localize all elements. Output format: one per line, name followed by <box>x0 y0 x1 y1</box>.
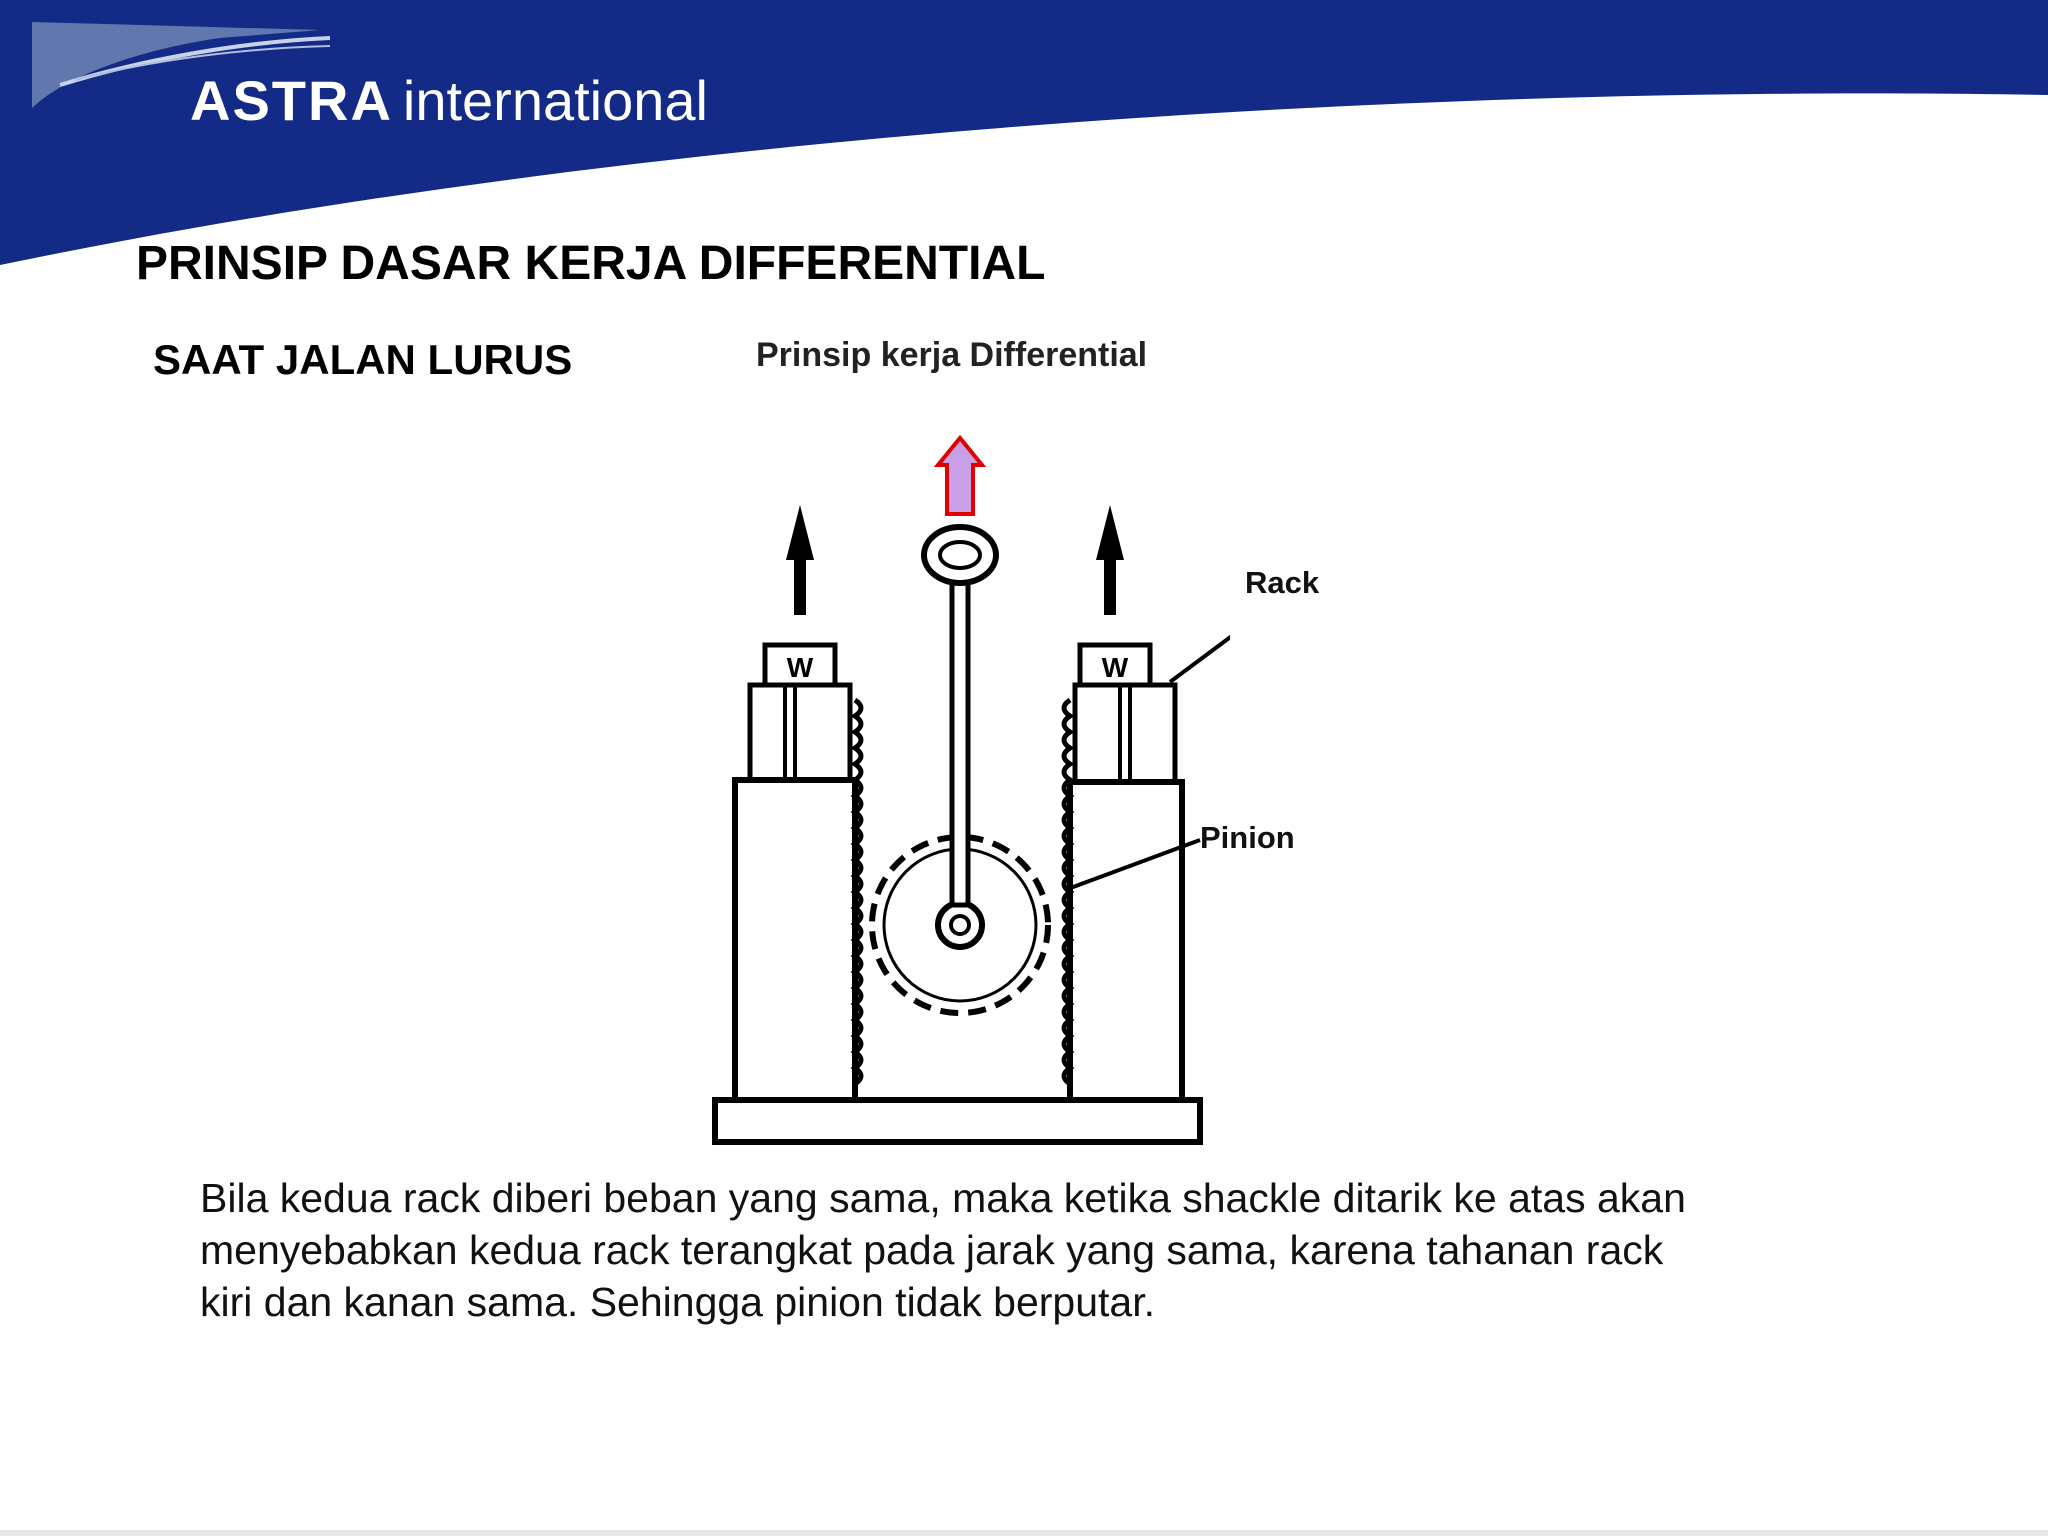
body-line: kiri dan kanan sama. Sehingga pinion tidak berputar. <box>200 1279 1156 1325</box>
pull-arrow-icon <box>938 438 982 514</box>
footer-divider <box>0 1530 2048 1536</box>
left-block <box>735 780 855 1100</box>
rack-leader-line <box>1170 615 1230 682</box>
left-weight-label: W <box>786 652 814 683</box>
left-rack <box>750 685 850 780</box>
right-rack <box>1075 685 1175 782</box>
rack-label: Rack <box>1245 565 1320 600</box>
section-heading: SAAT JALAN LURUS <box>153 336 573 383</box>
right-weight-label: W <box>1101 652 1129 683</box>
page-title: PRINSIP DASAR KERJA DIFFERENTIAL <box>136 237 1046 290</box>
left-up-arrow-icon <box>786 505 814 615</box>
brand-name-bold: ASTRA <box>190 69 393 132</box>
brand-logo-text <box>190 68 708 133</box>
body-paragraph <box>200 1172 1840 1328</box>
body-line: Bila kedua rack diberi beban yang sama, maka ketika shackle ditarik ke atas akan <box>200 1175 1686 1221</box>
shackle-rod <box>952 570 968 905</box>
pinion-label: Pinion <box>1200 820 1295 855</box>
figure-caption: Prinsip kerja Differential <box>756 336 1148 374</box>
right-up-arrow-icon <box>1096 505 1124 615</box>
right-block <box>1070 782 1182 1100</box>
base-plate <box>715 1100 1200 1142</box>
body-line: menyebabkan kedua rack terangkat pada jarak yang sama, karena tahanan rack <box>200 1227 1664 1273</box>
differential-diagram <box>690 420 1230 1150</box>
brand-name-light: international <box>402 69 708 132</box>
